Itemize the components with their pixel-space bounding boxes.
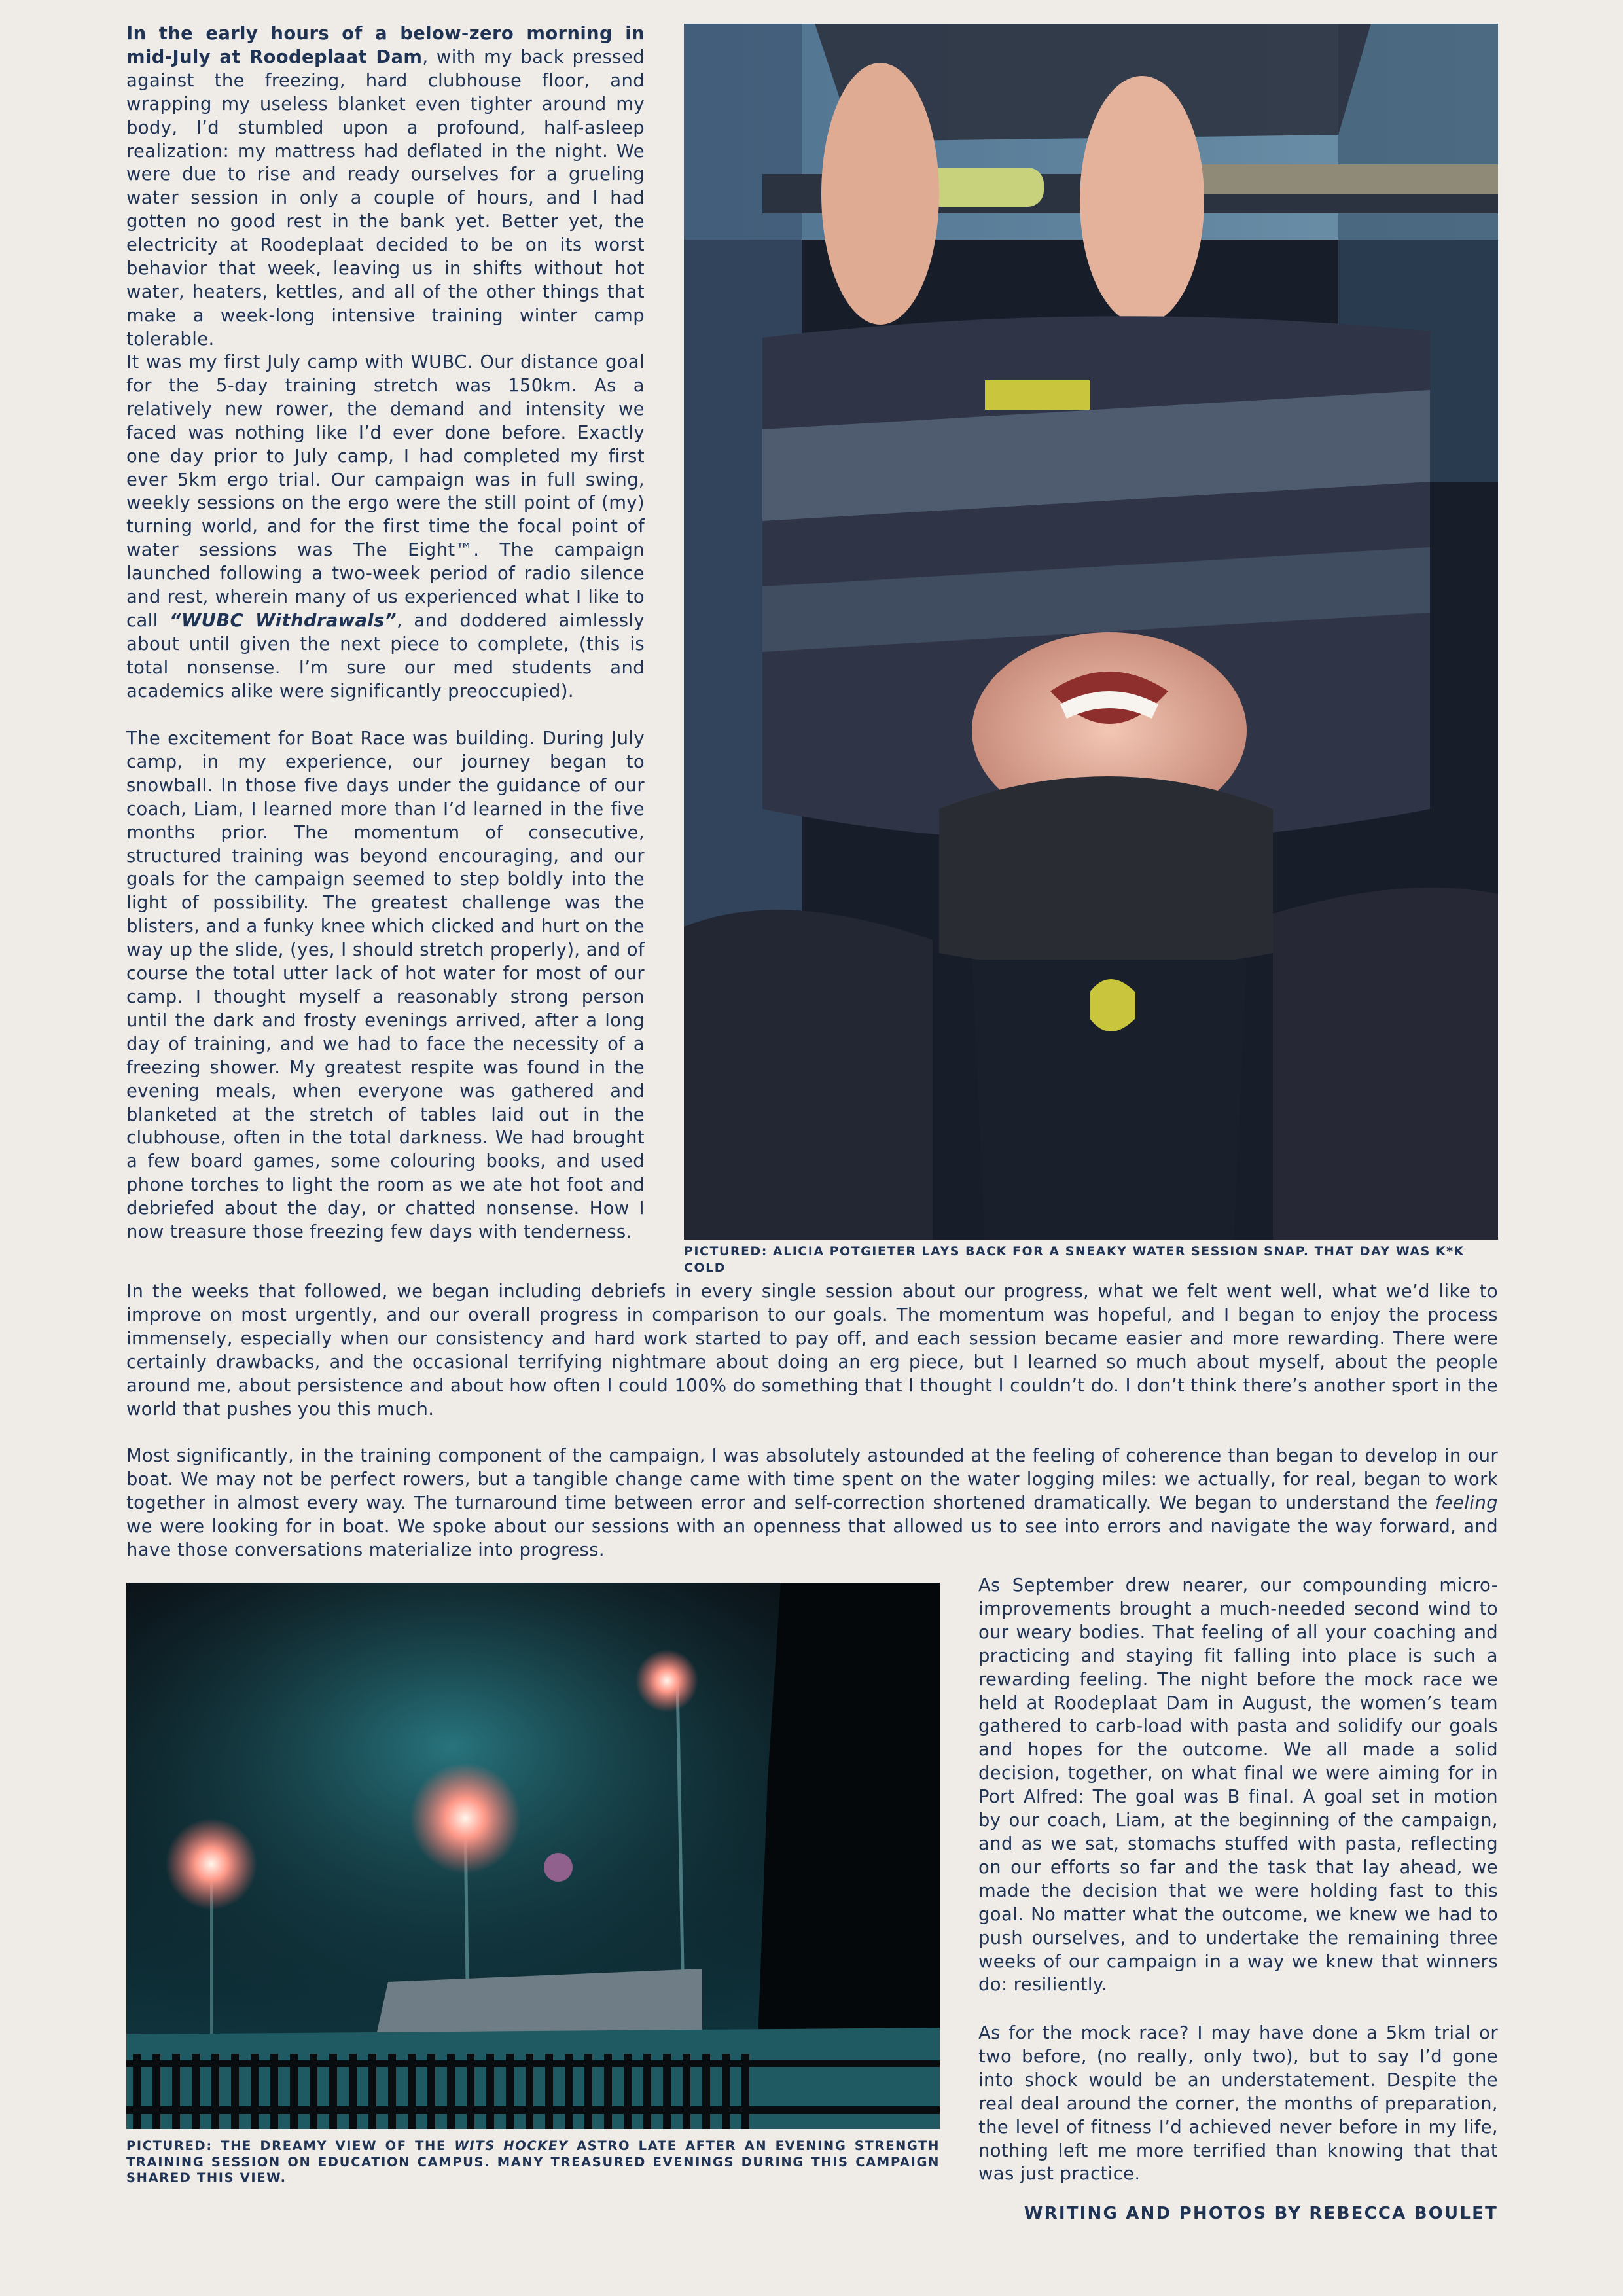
rower-photo	[684, 24, 1498, 1240]
intro-paragraph	[126, 22, 645, 351]
photo-2-caption-text: PICTURED: THE DREAMY VIEW OF THE	[126, 2138, 455, 2153]
paragraph-7: As for the mock race? I may have done a 5km trial or two before, (no really, only two), but to say I’d gone into shock would be an understatement. Despite the real deal around the corner, the months of preparation, the level of fitness I’d achieved never before in my life, nothing left me more terrified than knowing that that was just practice.	[978, 2023, 1498, 2185]
intro-rest: , with my back pressed against the freezing, hard clubhouse floor, and wrapping my useless blanket even tighter around my body, I’d stumbled upon a profound, half-asleep realization: my mattress had deflated in the night. We were due to rise and ready ourselves for a grueling water session in only a couple of hours, and I had gotten no good rest in the bank yet. Better yet, the electricity at Roodeplaat decided to be on its worst behavior that week, leaving us in shifts without hot water, heaters, kettles, and all of the other things that make a week-long intensive training winter camp tolerable.	[126, 46, 645, 350]
wubc-withdrawals-phrase: “WUBC Withdrawals”	[169, 610, 397, 631]
paragraph-3: The excitement for Boat Race was building. During July camp, in my experience, our journey began to snowball. In those five days under the guidance of our coach, Liam, I learned more than I’d learned in the five months prior. The momentum of consecutive, structured training was beyond encouraging, and our goals for the campaign seemed to step boldly into the light of possibility. The greatest challenge was the blisters, and a funky knee which clicked and hurt on the way up the slide, (yes, I should stretch properly), and of course the total utter lack of hot water for most of our camp. I thought myself a reasonably strong person until the dark and frosty evenings arrived, after a long day of training, and we had to face the necessity of a freezing shower. My greatest respite was found in the evening meals, when everyone was gathered and blanketed at the stretch of tables laid out in the clubhouse, often in the total darkness. We had brought a few board games, some colouring books, and used phone torches to light the room as we ate hot foot and debriefed about the day, or chatted nonsense. How I now treasure those freezing few days with tenderness.	[126, 728, 645, 1243]
feeling-word: feeling	[1435, 1492, 1498, 1513]
photo-2-caption	[126, 2138, 940, 2187]
hockey-astro-photo-image	[126, 1583, 940, 2129]
rower-photo-image	[684, 24, 1498, 1240]
paragraph-2-text: It was my first July camp with WUBC. Our distance goal for the 5-day training stretch was 150km. As a relatively new rower, the demand and intensity we faced was nothing like I’d ever done before. Exactly one day prior to July camp, I had completed my first ever 5km ergo trial. Our campaign was in full swing, weekly sessions on the ergo were the still point of (my) turning world, and for the first time the focal point of water sessions was The Eight™. The campaign launched following a two-week period of radio silence and rest, wherein many of us experienced what I like to call	[126, 352, 645, 631]
photo-2-caption-tail: ASTRO LATE AFTER AN EVENING STRENGTH TRAINING SESSION ON EDUCATION CAMPUS. MANY TREASURED EVENINGS DURING THIS CAMPAIGN SHARED THIS VIEW.	[126, 2138, 940, 2185]
byline: WRITING AND PHOTOS BY REBECCA BOULET	[1024, 2204, 1498, 2223]
paragraph-2-tail: , and doddered aimlessly about until given the next piece to complete, (this is total nonsense. I’m sure our med students and academics alike were significantly preoccupied).	[126, 610, 645, 702]
paragraph-4: In the weeks that followed, we began including debriefs in every single session about our progress, what we felt went well, what we’d like to improve on most urgently, and our overall progress in comparison to our goals. The momentum was hopeful, and I began to enjoy the process immensely, especially when our consistency and hard work started to pay off, and each session became easier and more rewarding. There were certainly drawbacks, and the occasional terrifying nightmare about doing an erg piece, but I learned so much about myself, about the people around me, about persistence and about how often I could 100% do something that I thought I couldn’t do. I don’t think there’s another sport in the world that pushes you this much.	[126, 1282, 1498, 1420]
paragraph-5-text: Most significantly, in the training component of the campaign, I was absolutely astounded at the feeling of coherence than began to develop in our boat. We may not be perfect rowers, but a tangible change came with time spent on the water logging miles: we actually, for real, began to work together in almost every way. The turnaround time between error and self-correction shortened dramatically. We began to understand the	[126, 1446, 1498, 1513]
paragraph-5-tail: we were looking for in boat. We spoke about our sessions with an openness that allowed us to see into errors and navigate the way forward, and have those conversations materialize into progress.	[126, 1516, 1498, 1560]
intro-lead: In the early hours of a below-zero morning in mid-July at Roodeplaat Dam	[126, 24, 645, 67]
wits-hockey-phrase: WITS HOCKEY	[454, 2138, 569, 2153]
photo-1-caption: PICTURED: ALICIA POTGIETER LAYS BACK FOR A SNEAKY WATER SESSION SNAP. THAT DAY WAS K*K COLD	[684, 1244, 1465, 1275]
paragraph-6: As September drew nearer, our compounding micro-improvements brought a much-needed second wind to our weary bodies. That feeling of all your coaching and practicing and staying fit falling into place is such a rewarding feeling. The night before the mock race we held at Roodeplaat Dam in August, the women’s team gathered to carb-load with pasta and solidify our goals and hopes for the outcome. We all made a solid decision, together, on what final we were aiming for in Port Alfred: The goal was B final. A goal set in motion by our coach, Liam, at the beginning of the campaign, and as we sat, stomachs stuffed with pasta, reflecting on our efforts so far and the task that lay ahead, we made the decision that we were holding fast to this goal. No matter what the outcome, we knew we had to push ourselves, and to undertake the remaining three weeks of our campaign in a way we knew that winners do: resiliently.	[978, 1575, 1498, 1996]
hockey-astro-photo	[126, 1583, 940, 2129]
paragraph-2	[126, 351, 645, 704]
paragraph-5	[126, 1444, 1498, 1562]
